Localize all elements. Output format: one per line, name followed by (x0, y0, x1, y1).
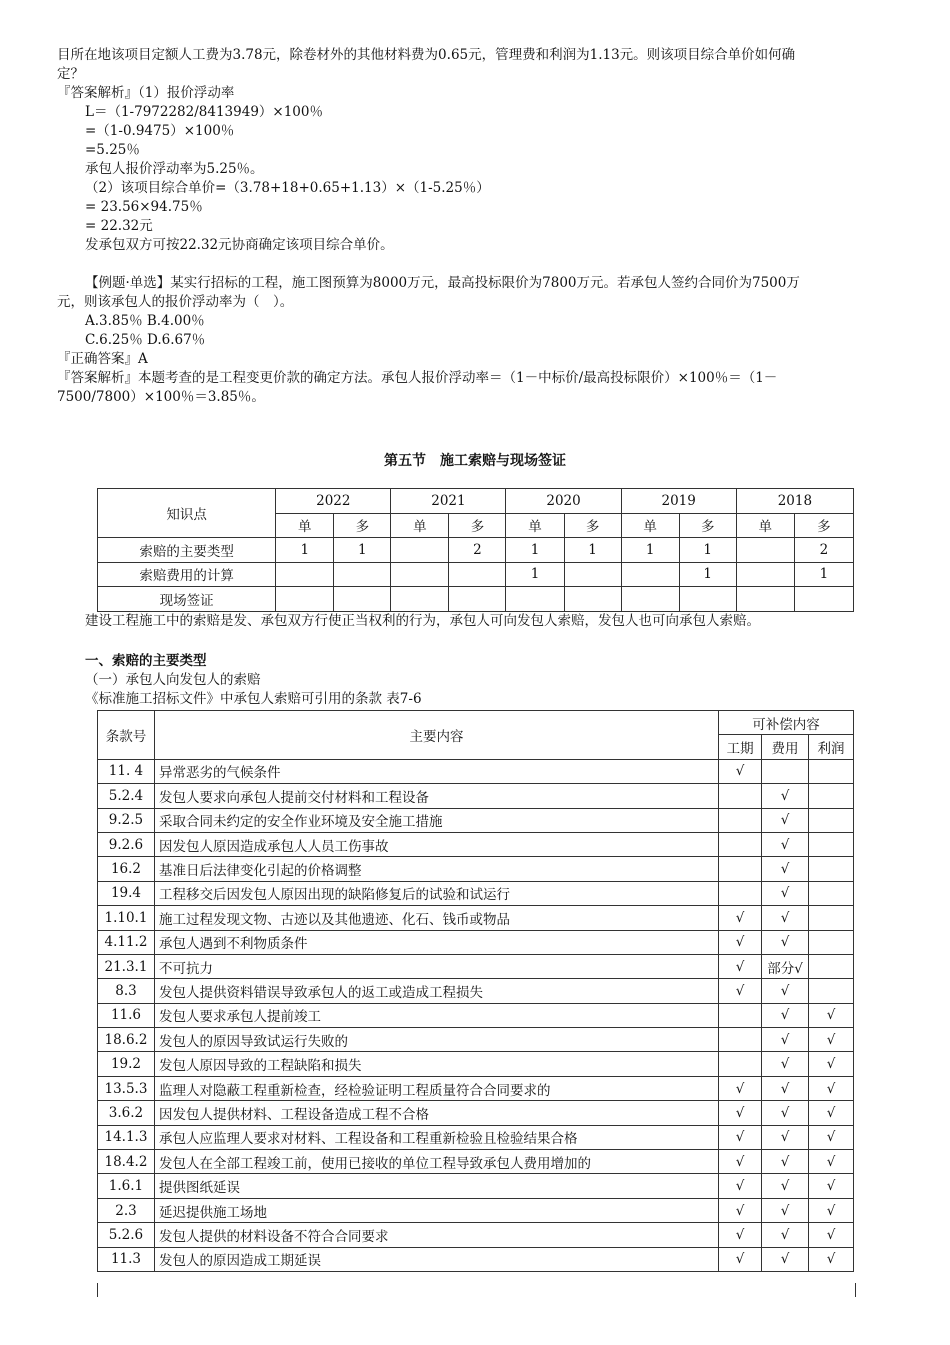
cost-compensation: √ (762, 832, 809, 856)
time-compensation: √ (719, 1150, 762, 1174)
profit-compensation: √ (809, 1174, 854, 1198)
profit-compensation: √ (809, 1223, 854, 1247)
kp-cell (736, 538, 794, 563)
cost-compensation: √ (762, 1150, 809, 1174)
clause-number: 13.5.3 (98, 1076, 155, 1100)
kp-year-header: 2020 (506, 489, 621, 514)
table-row (98, 881, 854, 905)
cost-compensation: √ (762, 881, 809, 905)
kp-cell: 1 (506, 562, 564, 587)
kp-cell (391, 587, 449, 612)
col-header-time: 工期 (719, 735, 762, 759)
kp-sub-header: 多 (334, 513, 391, 538)
kp-cell (564, 587, 621, 612)
profit-compensation (809, 906, 854, 930)
time-compensation: √ (719, 1198, 762, 1222)
clause-number: 19.2 (98, 1052, 155, 1076)
clause-number: 18.4.2 (98, 1150, 155, 1174)
clause-number: 5.2.4 (98, 784, 155, 808)
time-compensation: √ (719, 1101, 762, 1125)
table-row (98, 857, 854, 881)
clause-number: 1.6.1 (98, 1174, 155, 1198)
kp-year-header: 2018 (736, 489, 853, 514)
kp-sub-header: 多 (679, 513, 736, 538)
table-row (98, 1052, 854, 1076)
example-analysis-line-1: 『答案解析』本题考查的是工程变更价款的确定方法。承包人报价浮动率＝（1－中标价/最高投标限价）×100％＝（1－ (57, 370, 778, 386)
clause-content: 不可抗力 (154, 954, 718, 978)
kp-row-name: 索赔的主要类型 (98, 538, 276, 563)
example-answer: 『正确答案』A (57, 351, 148, 367)
clause-number: 9.2.5 (98, 808, 155, 832)
kp-cell: 1 (276, 538, 334, 563)
table-row (98, 1198, 854, 1222)
time-compensation (719, 881, 762, 905)
clause-number: 2.3 (98, 1198, 155, 1222)
kp-row (98, 562, 854, 587)
clause-content: 提供图纸延误 (154, 1174, 718, 1198)
table-row (98, 1223, 854, 1247)
clause-content: 发包人提供资料错误导致承包人的返工或造成工程损失 (154, 979, 718, 1003)
example-options-ab: A.3.85％ B.4.00％ (85, 313, 205, 329)
profit-compensation: √ (809, 1150, 854, 1174)
table-row (98, 1247, 854, 1271)
cost-compensation: √ (762, 930, 809, 954)
table-row (98, 1101, 854, 1125)
clause-content: 发包人的原因造成工期延误 (154, 1247, 718, 1271)
cost-compensation: √ (762, 1223, 809, 1247)
profit-compensation: √ (809, 1198, 854, 1222)
profit-compensation (809, 954, 854, 978)
time-compensation: √ (719, 1247, 762, 1271)
kp-cell: 1 (621, 538, 679, 563)
kp-cell (736, 587, 794, 612)
kp-year-header: 2022 (276, 489, 391, 514)
clause-content: 发包人在全部工程竣工前，使用已接收的单位工程导致承包人费用增加的 (154, 1150, 718, 1174)
kp-cell (276, 587, 334, 612)
cost-compensation: √ (762, 808, 809, 832)
clause-number: 1.10.1 (98, 906, 155, 930)
knowledge-point-table (97, 488, 854, 612)
clause-number: 19.4 (98, 881, 155, 905)
kp-sub-header: 单 (276, 513, 334, 538)
clause-content: 基准日后法律变化引起的价格调整 (154, 857, 718, 881)
kp-cell: 1 (679, 538, 736, 563)
calc-line: = 23.56×94.75％ (85, 199, 203, 215)
table-continuation (97, 1283, 856, 1297)
clause-number: 11.6 (98, 1003, 155, 1027)
intro-line-2: 定？ (57, 66, 84, 82)
kp-sub-header: 多 (794, 513, 853, 538)
clause-content: 因发包人原因造成承包人人员工伤事故 (154, 832, 718, 856)
calc-line: L＝（1-7972282/8413949）×100％ (85, 104, 323, 120)
clause-content: 工程移交后因发包人原因出现的缺陷修复后的试验和试运行 (154, 881, 718, 905)
time-compensation (719, 1003, 762, 1027)
cost-compensation: √ (762, 979, 809, 1003)
cost-compensation: √ (762, 1052, 809, 1076)
time-compensation: √ (719, 979, 762, 1003)
profit-compensation (809, 832, 854, 856)
clause-number: 21.3.1 (98, 954, 155, 978)
cost-compensation: √ (762, 1198, 809, 1222)
time-compensation: √ (719, 1223, 762, 1247)
kp-cell: 2 (449, 538, 506, 563)
cost-compensation: √ (762, 1125, 809, 1149)
calc-line: 承包人报价浮动率为5.25％。 (85, 161, 264, 177)
profit-compensation: √ (809, 1003, 854, 1027)
cost-compensation: √ (762, 784, 809, 808)
clause-content: 因发包人提供材料、工程设备造成工程不合格 (154, 1101, 718, 1125)
table-row (98, 808, 854, 832)
kp-cell (736, 562, 794, 587)
time-compensation: √ (719, 906, 762, 930)
heading-2: （一）承包人向发包人的索赔 (85, 672, 261, 688)
table-row (98, 759, 854, 783)
profit-compensation: √ (809, 1052, 854, 1076)
profit-compensation (809, 857, 854, 881)
time-compensation: √ (719, 954, 762, 978)
col-header-cost: 费用 (762, 735, 809, 759)
kp-corner-header: 知识点 (98, 489, 276, 538)
profit-compensation (809, 930, 854, 954)
time-compensation: √ (719, 759, 762, 783)
profit-compensation (809, 808, 854, 832)
kp-cell: 1 (564, 538, 621, 563)
kp-row-name: 索赔费用的计算 (98, 562, 276, 587)
claim-table-body (98, 759, 854, 1271)
kp-cell: 1 (794, 562, 853, 587)
col-header-compensation: 可补偿内容 (719, 711, 854, 735)
cost-compensation: √ (762, 1003, 809, 1027)
table-row (98, 906, 854, 930)
calc-line: =5.25％ (85, 142, 140, 158)
example-options-cd: C.6.25％ D.6.67％ (85, 332, 206, 348)
clause-content: 发包人的原因导致试运行失败的 (154, 1028, 718, 1052)
kp-cell: 1 (679, 562, 736, 587)
calc-line: =（1-0.9475）×100％ (85, 123, 235, 139)
table-row (98, 930, 854, 954)
time-compensation (719, 1052, 762, 1076)
cost-compensation: √ (762, 1247, 809, 1271)
col-header-profit: 利润 (809, 735, 854, 759)
profit-compensation (809, 759, 854, 783)
clause-content: 异常恶劣的气候条件 (154, 759, 718, 783)
clause-number: 16.2 (98, 857, 155, 881)
clause-content: 施工过程发现文物、古迹以及其他遗迹、化石、钱币或物品 (154, 906, 718, 930)
profit-compensation: √ (809, 1125, 854, 1149)
kp-year-header: 2019 (621, 489, 736, 514)
cost-compensation: √ (762, 1174, 809, 1198)
calc-line: 发承包双方可按22.32元协商确定该项目综合单价。 (85, 237, 394, 253)
time-compensation: √ (719, 930, 762, 954)
kp-sub-header: 多 (449, 513, 506, 538)
profit-compensation (809, 881, 854, 905)
clause-content: 承包人应监理人要求对材料、工程设备和工程重新检验且检验结果合格 (154, 1125, 718, 1149)
cost-compensation (762, 759, 809, 783)
time-compensation (719, 857, 762, 881)
kp-cell (449, 562, 506, 587)
kp-year-header: 2021 (391, 489, 506, 514)
clause-content: 监理人对隐蔽工程重新检查，经检验证明工程质量符合合同要求的 (154, 1076, 718, 1100)
clause-content: 延迟提供施工场地 (154, 1198, 718, 1222)
section-title: 第五节 施工索赔与现场签证 (384, 453, 566, 469)
kp-cell: 1 (506, 538, 564, 563)
clause-number: 3.6.2 (98, 1101, 155, 1125)
kp-sub-header: 单 (391, 513, 449, 538)
clause-content: 承包人遇到不利物质条件 (154, 930, 718, 954)
kp-sub-header: 单 (506, 513, 564, 538)
clause-content: 发包人要求向承包人提前交付材料和工程设备 (154, 784, 718, 808)
time-compensation (719, 832, 762, 856)
summary-text: 建设工程施工中的索赔是发、承包双方行使正当权利的行为，承包人可向发包人索赔，发包人也可向承包人索赔。 (85, 613, 760, 629)
profit-compensation: √ (809, 1247, 854, 1271)
time-compensation (719, 784, 762, 808)
clause-content: 发包人提供的材料设备不符合合同要求 (154, 1223, 718, 1247)
kp-table-body (98, 538, 854, 612)
kp-cell (449, 587, 506, 612)
kp-row (98, 587, 854, 612)
cost-compensation: 部分√ (762, 954, 809, 978)
kp-sub-header: 单 (621, 513, 679, 538)
clause-number: 11.3 (98, 1247, 155, 1271)
time-compensation: √ (719, 1125, 762, 1149)
clause-number: 8.3 (98, 979, 155, 1003)
time-compensation: √ (719, 1076, 762, 1100)
cost-compensation: √ (762, 1076, 809, 1100)
kp-cell (391, 562, 449, 587)
table-row (98, 1150, 854, 1174)
col-header-content: 主要内容 (154, 711, 718, 760)
calc-line: （2）该项目综合单价=（3.78+18+0.65+1.13）×（1-5.25％） (85, 180, 490, 196)
kp-sub-header: 单 (736, 513, 794, 538)
kp-cell: 2 (794, 538, 853, 563)
kp-cell (564, 562, 621, 587)
profit-compensation (809, 979, 854, 1003)
kp-sub-header: 多 (564, 513, 621, 538)
example-line-1: 【例题·单选】某实行招标的工程，施工图预算为8000万元，最高投标限价为7800万元。若承包人签约合同价为7500万 (85, 275, 800, 291)
col-header-clause: 条款号 (98, 711, 155, 760)
table-row (98, 1125, 854, 1149)
clause-number: 11. 4 (98, 759, 155, 783)
kp-cell (334, 562, 391, 587)
clause-content: 发包人原因导致的工程缺陷和损失 (154, 1052, 718, 1076)
clause-content: 采取合同未约定的安全作业环境及安全施工措施 (154, 808, 718, 832)
cost-compensation: √ (762, 1028, 809, 1052)
heading-1: 一、索赔的主要类型 (85, 653, 207, 669)
clause-number: 9.2.6 (98, 832, 155, 856)
intro-line-1: 目所在地该项目定额人工费为3.78元，除卷材外的其他材料费为0.65元，管理费和利润为1.13元。则该项目综合单价如何确 (57, 47, 796, 63)
profit-compensation: √ (809, 1076, 854, 1100)
table-row (98, 1174, 854, 1198)
table-row (98, 784, 854, 808)
table-row (98, 979, 854, 1003)
profit-compensation (809, 784, 854, 808)
kp-row-name: 现场签证 (98, 587, 276, 612)
table-row (98, 1028, 854, 1052)
kp-cell (794, 587, 853, 612)
clause-number: 14.1.3 (98, 1125, 155, 1149)
cost-compensation: √ (762, 906, 809, 930)
cost-compensation: √ (762, 1101, 809, 1125)
table-row (98, 1003, 854, 1027)
kp-cell (276, 562, 334, 587)
profit-compensation: √ (809, 1101, 854, 1125)
clause-number: 5.2.6 (98, 1223, 155, 1247)
clause-number: 18.6.2 (98, 1028, 155, 1052)
example-analysis-line-2: 7500/7800）×100％＝3.85％。 (57, 389, 265, 405)
time-compensation: √ (719, 1174, 762, 1198)
kp-cell (621, 587, 679, 612)
clause-number: 4.11.2 (98, 930, 155, 954)
kp-row (98, 538, 854, 563)
kp-cell (391, 538, 449, 563)
claim-clause-table (97, 710, 854, 1272)
table-row (98, 1076, 854, 1100)
kp-cell: 1 (334, 538, 391, 563)
table-row (98, 832, 854, 856)
kp-cell (506, 587, 564, 612)
time-compensation (719, 808, 762, 832)
example-line-2: 元，则该承包人的报价浮动率为（ ）。 (57, 294, 294, 310)
table-caption: 《标准施工招标文件》中承包人索赔可引用的条款 表7-6 (85, 691, 422, 707)
kp-cell (679, 587, 736, 612)
time-compensation (719, 1028, 762, 1052)
table-row (98, 954, 854, 978)
clause-content: 发包人要求承包人提前竣工 (154, 1003, 718, 1027)
analysis-title: 『答案解析』（1）报价浮动率 (57, 85, 235, 101)
cost-compensation: √ (762, 857, 809, 881)
profit-compensation: √ (809, 1028, 854, 1052)
kp-cell (334, 587, 391, 612)
kp-cell (621, 562, 679, 587)
calc-line: = 22.32元 (85, 218, 153, 234)
